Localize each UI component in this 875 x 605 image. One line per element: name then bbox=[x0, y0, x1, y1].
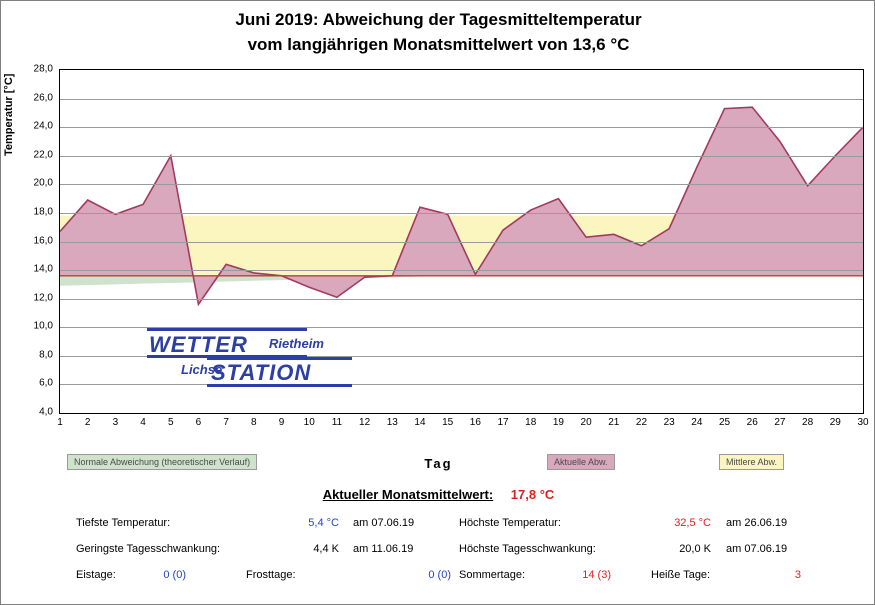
title-line-1: Juni 2019: Abweichung der Tagesmitteltemperatur bbox=[235, 10, 642, 29]
gridline bbox=[60, 242, 863, 243]
x-tick-label: 17 bbox=[497, 417, 509, 428]
summary-row-temperature bbox=[1, 517, 875, 543]
x-tick-label: 12 bbox=[359, 417, 371, 428]
x-tick-label: 29 bbox=[829, 417, 841, 428]
x-tick-label: 13 bbox=[386, 417, 398, 428]
max-temp-date: am 26.06.19 bbox=[726, 517, 788, 529]
gridline bbox=[60, 99, 863, 100]
x-tick-label: 14 bbox=[414, 417, 426, 428]
x-tick-label: 22 bbox=[635, 417, 648, 428]
x-tick-label: 23 bbox=[663, 417, 675, 428]
gridline bbox=[60, 213, 863, 214]
legend-mean-deviation: Mittlere Abw. bbox=[719, 454, 784, 470]
frost-days-value: 0 (0) bbox=[428, 569, 451, 581]
y-tick-label: 10,0 bbox=[33, 320, 53, 332]
max-swing-label: Höchste Tagesschwankung: bbox=[459, 543, 596, 555]
logo-word-wetter: WETTER bbox=[149, 332, 248, 357]
x-tick-label: 24 bbox=[691, 417, 703, 428]
ice-days-value: 0 (0) bbox=[163, 569, 186, 581]
gridline bbox=[60, 184, 863, 185]
max-temp-value: 32,5 °C bbox=[674, 517, 711, 529]
y-tick-label: 8,0 bbox=[39, 349, 53, 361]
summary-row-swing bbox=[1, 543, 875, 569]
min-swing-value: 4,4 K bbox=[313, 543, 339, 555]
gridline bbox=[60, 156, 863, 157]
x-tick-label: 16 bbox=[469, 417, 481, 428]
logo-sub-rietheim: Rietheim bbox=[269, 336, 324, 351]
x-tick-label: 7 bbox=[223, 417, 229, 428]
x-axis-title: Tag bbox=[424, 456, 453, 471]
x-tick-label: 28 bbox=[802, 417, 814, 428]
x-tick-label: 18 bbox=[525, 417, 537, 428]
hot-days-label: Heiße Tage: bbox=[651, 569, 711, 581]
legend-actual-deviation: Aktuelle Abw. bbox=[547, 454, 615, 470]
monthly-mean-row bbox=[1, 487, 875, 502]
x-tick-label: 20 bbox=[580, 417, 592, 428]
title-line-2: vom langjährigen Monatsmittelwert von 13,6 °C bbox=[247, 35, 630, 54]
monthly-mean-value: 17,8 °C bbox=[510, 487, 555, 502]
x-tick-label: 26 bbox=[746, 417, 758, 428]
x-tick-label: 11 bbox=[331, 417, 343, 428]
frost-days-label: Frosttage: bbox=[246, 569, 296, 581]
x-tick-label: 25 bbox=[718, 417, 731, 428]
x-tick-label: 21 bbox=[608, 417, 620, 428]
max-swing-date: am 07.06.19 bbox=[726, 543, 788, 555]
summary-rows bbox=[1, 517, 875, 595]
y-tick-label: 22,0 bbox=[33, 149, 53, 161]
x-tick-label: 15 bbox=[442, 417, 454, 428]
y-tick-label: 4,0 bbox=[39, 406, 53, 418]
gridline bbox=[60, 270, 863, 271]
max-temp-label: Höchste Temperatur: bbox=[459, 517, 561, 529]
x-tick-label: 2 bbox=[84, 417, 91, 428]
y-tick-label: 16,0 bbox=[33, 235, 53, 246]
monthly-mean-label: Aktueller Monatsmittelwert: bbox=[322, 487, 494, 502]
x-tick-label: 5 bbox=[167, 417, 174, 428]
summary-row-counters bbox=[1, 569, 875, 595]
gridline bbox=[60, 299, 863, 300]
gridline bbox=[60, 127, 863, 128]
x-tick-label: 10 bbox=[303, 417, 315, 428]
min-temp-label: Tiefste Temperatur: bbox=[76, 517, 171, 529]
ice-days-label: Eistage: bbox=[76, 569, 116, 581]
y-tick-label: 24,0 bbox=[33, 120, 53, 132]
y-tick-label: 14,0 bbox=[33, 263, 53, 275]
max-swing-value: 20,0 K bbox=[679, 543, 711, 555]
x-tick-label: 1 bbox=[57, 417, 63, 428]
x-tick-label: 30 bbox=[857, 417, 869, 428]
logo-word-station: STATION bbox=[211, 360, 312, 385]
hot-days-value: 3 bbox=[794, 569, 801, 581]
y-tick-label: 12,0 bbox=[33, 292, 53, 304]
x-tick-label: 3 bbox=[112, 417, 119, 428]
y-tick-label: 20,0 bbox=[33, 177, 53, 189]
x-tick-label: 27 bbox=[774, 417, 786, 428]
station-logo bbox=[141, 326, 351, 391]
y-tick-label: 26,0 bbox=[33, 92, 53, 104]
summer-days-value: 14 (3) bbox=[582, 569, 611, 581]
x-tick-label: 4 bbox=[140, 417, 146, 428]
logo-sub-lichse: Lichse bbox=[181, 362, 223, 377]
min-swing-date: am 11.06.19 bbox=[353, 543, 414, 555]
min-temp-date: am 07.06.19 bbox=[353, 517, 415, 529]
x-axis-ticks bbox=[57, 417, 869, 433]
min-temp-value: 5,4 °C bbox=[308, 517, 339, 529]
y-tick-label: 6,0 bbox=[39, 377, 53, 389]
x-tick-label: 9 bbox=[278, 417, 285, 428]
y-axis-title: Temperatur [°C] bbox=[3, 73, 15, 156]
summer-days-label: Sommertage: bbox=[459, 569, 526, 581]
page-title bbox=[1, 7, 875, 57]
min-swing-label: Geringste Tagesschwankung: bbox=[76, 543, 221, 555]
x-tick-label: 19 bbox=[552, 417, 564, 428]
x-tick-label: 8 bbox=[251, 417, 257, 428]
x-tick-label: 6 bbox=[195, 417, 202, 428]
summary-panel bbox=[1, 487, 875, 581]
y-tick-label: 18,0 bbox=[33, 206, 53, 218]
legend-normal-deviation: Normale Abweichung (theoretischer Verlauf) bbox=[67, 454, 257, 470]
y-tick-label: 28,0 bbox=[33, 63, 53, 75]
